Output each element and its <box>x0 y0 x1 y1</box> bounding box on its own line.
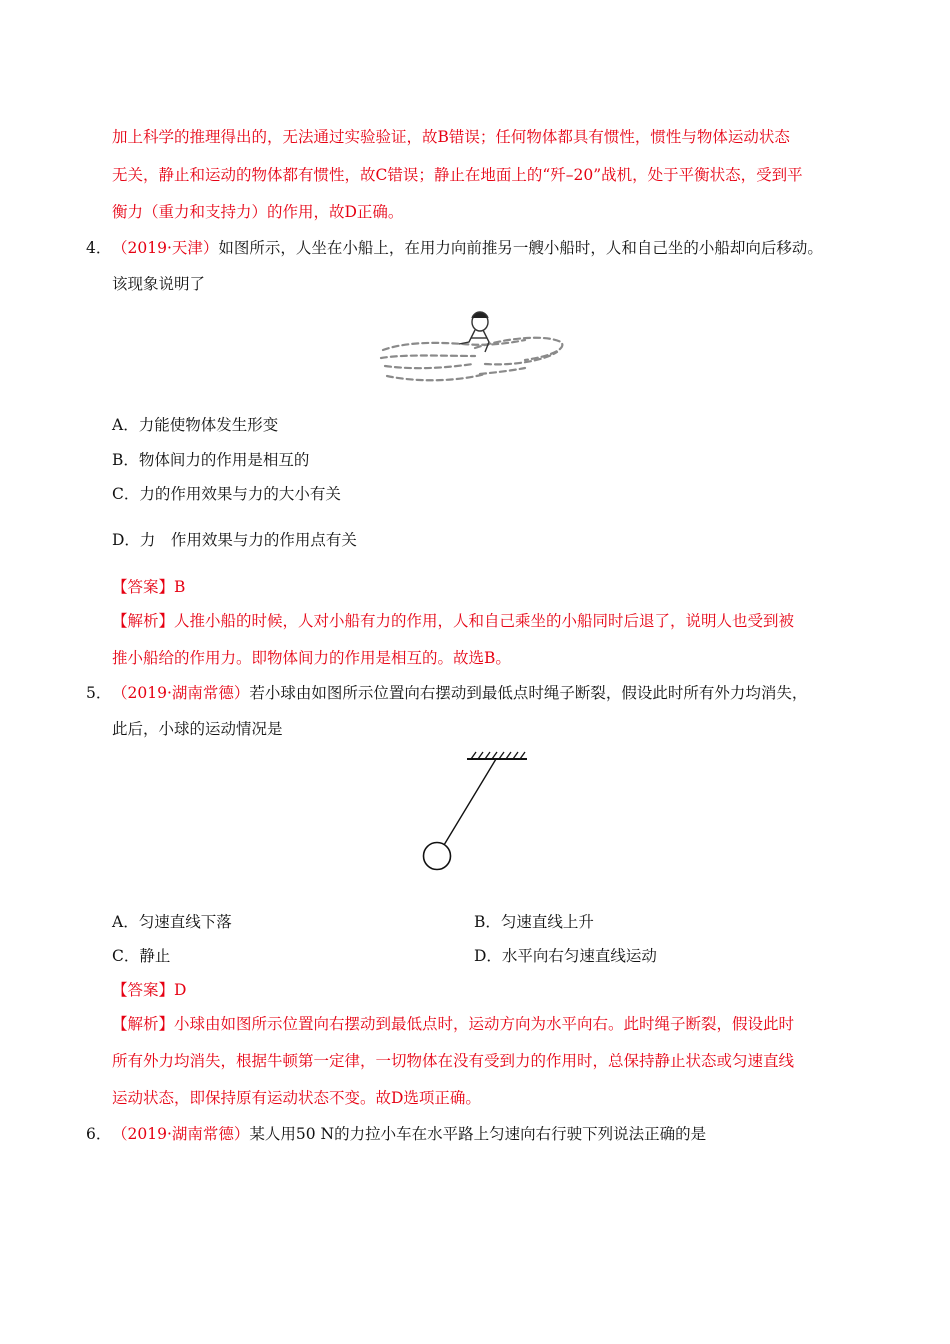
prev-analysis-line-2: 无关，静止和运动的物体都有惯性，故C错误；静止在地面上的“歼–20”战机，处于平衡状态，受到平 <box>112 166 803 184</box>
pendulum-illustration <box>415 750 535 876</box>
question-4-number: 4． <box>86 239 112 257</box>
question-6-stem-line-1 <box>112 1124 706 1144</box>
prev-analysis-line-1: 加上科学的推理得出的，无法通过实验验证，故B错误；任何物体都具有惯性，惯性与物体运动状态 <box>112 128 790 146</box>
question-6-stem-text: 某人用50 N的力拉小车在水平路上匀速向右行驶下列说法正确的是 <box>249 1125 707 1143</box>
question-4-analysis-line-2: 推小船给的作用力。即物体间力的作用是相互的。故选B。 <box>112 649 511 667</box>
question-4-source: （2019·天津） <box>112 239 219 257</box>
question-4-stem-line-1 <box>112 238 823 258</box>
question-5-stem-line-1 <box>112 683 807 703</box>
question-6-number: 6． <box>86 1125 112 1143</box>
question-5-stem-line-2: 此后，小球的运动情况是 <box>112 720 283 738</box>
question-5-number: 5． <box>86 684 112 702</box>
analysis-label: 【解析】 <box>112 612 175 630</box>
question-4-stem-text: 如图所示，人坐在小船上，在用力向前推另一艘小船时，人和自己坐的小船却向后移动。 <box>218 239 823 257</box>
question-5-option-d: D．水平向右匀速直线运动 <box>474 947 657 965</box>
question-4-answer-line <box>112 577 185 597</box>
answer-label: 【答案】 <box>112 578 175 596</box>
question-5-option-c: C．静止 <box>112 947 171 965</box>
boat-illustration <box>375 308 570 392</box>
question-5-source: （2019·湖南常德） <box>112 684 250 702</box>
question-5-answer: D <box>174 981 187 999</box>
question-5-analysis-line-3: 运动状态，即保持原有运动状态不变。故D选项正确。 <box>112 1089 481 1107</box>
question-4-option-c: C．力的作用效果与力的大小有关 <box>112 485 341 503</box>
answer-label: 【答案】 <box>112 981 175 999</box>
question-5-answer-line <box>112 980 186 1000</box>
question-5-analysis-line-1 <box>112 1014 794 1034</box>
question-4-answer: B <box>174 578 186 596</box>
question-5-stem-text: 若小球由如图所示位置向右摆动到最低点时绳子断裂，假设此时所有外力均消失， <box>249 684 808 702</box>
question-4-option-a: A．力能使物体发生形变 <box>112 416 279 434</box>
question-4-analysis-line-1 <box>112 611 794 631</box>
prev-analysis-line-3: 衡力（重力和支持力）的作用，故D正确。 <box>112 203 404 221</box>
question-5-option-a: A．匀速直线下落 <box>112 913 232 931</box>
question-5-option-b: B．匀速直线上升 <box>474 913 594 931</box>
question-4-stem-line-2: 该现象说明了 <box>112 275 206 293</box>
question-6-source: （2019·湖南常德） <box>112 1125 250 1143</box>
question-5-analysis-line-2: 所有外力均消失，根据牛顿第一定律，一切物体在没有受到力的作用时，总保持静止状态或匀速直线 <box>112 1052 795 1070</box>
question-5-analysis-text: 小球由如图所示位置向右摆动到最低点时，运动方向为水平向右。此时绳子断裂，假设此时 <box>174 1015 795 1033</box>
question-4-analysis-text: 人推小船的时候，人对小船有力的作用，人和自己乘坐的小船同时后退了，说明人也受到被 <box>174 612 795 630</box>
question-4-option-d: D．力 作用效果与力的作用点有关 <box>112 531 357 549</box>
analysis-label: 【解析】 <box>112 1015 175 1033</box>
question-4-option-b: B．物体间力的作用是相互的 <box>112 451 310 469</box>
